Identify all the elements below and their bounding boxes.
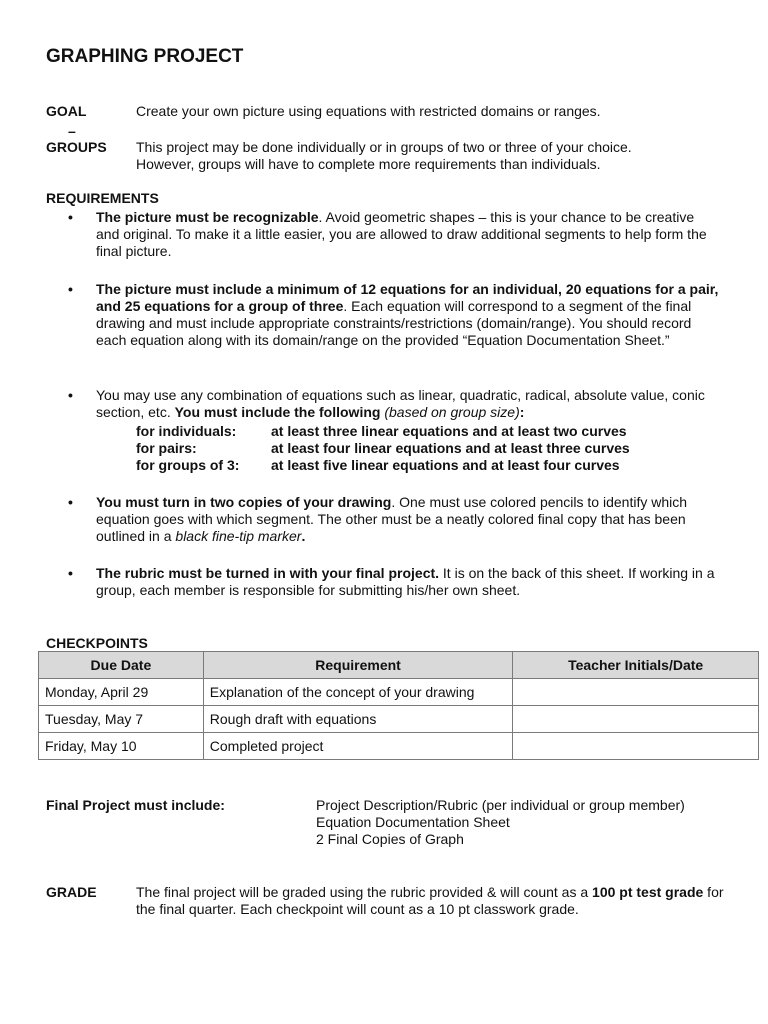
grade-bold: 100 pt test grade xyxy=(592,884,704,900)
column-header-teacher-initials: Teacher Initials/Date xyxy=(513,652,759,679)
final-item: Equation Documentation Sheet xyxy=(316,814,510,830)
group-size-individuals: for individuals: xyxy=(136,423,237,439)
requirement-cell: Rough draft with equations xyxy=(203,706,513,733)
req5-text: It is on the back of this sheet. If working in a group, each member is responsible for submitting his/her own sheet. xyxy=(96,565,715,598)
table-row xyxy=(39,706,759,733)
due-date-cell: Friday, May 10 xyxy=(39,733,204,760)
req4-end: . xyxy=(301,528,306,544)
requirement-cell: Explanation of the concept of your drawing xyxy=(203,679,513,706)
req3-bold: You must include the following xyxy=(174,404,381,420)
bullet-icon: • xyxy=(68,209,73,225)
teacher-initials-cell xyxy=(513,679,759,706)
req4-italic: black fine-tip marker xyxy=(175,528,302,544)
page-title: GRAPHING PROJECT xyxy=(46,46,244,67)
requirement-bullet-1 xyxy=(68,209,728,260)
req3-colon: : xyxy=(519,404,525,420)
req3-text: You may use any combination of equations such as linear, quadratic, radical, absolute value, conic section, etc. xyxy=(96,387,705,420)
grade-label: GRADE xyxy=(46,884,97,900)
group-size-groups-need: at least five linear equations and at least four curves xyxy=(271,457,620,473)
due-date-cell: Monday, April 29 xyxy=(39,679,204,706)
bullet-icon: • xyxy=(68,281,73,297)
bullet-icon: • xyxy=(68,565,73,581)
groups-line-1: This project may be done individually or in groups of two or three of your choice. xyxy=(136,139,632,155)
final-project-items xyxy=(316,797,685,848)
req4-bold: You must turn in two copies of your drawing xyxy=(96,494,392,510)
requirement-bullet-5 xyxy=(68,565,728,599)
requirements-heading: REQUIREMENTS xyxy=(46,190,159,206)
teacher-initials-cell xyxy=(513,706,759,733)
requirement-bullet-3 xyxy=(68,387,728,421)
table-header-row xyxy=(39,652,759,679)
final-item: 2 Final Copies of Graph xyxy=(316,831,464,847)
requirement-cell: Completed project xyxy=(203,733,513,760)
due-date-cell: Tuesday, May 7 xyxy=(39,706,204,733)
bullet-icon: • xyxy=(68,494,73,510)
grade-text xyxy=(136,884,736,918)
req3-italic: (based on group size) xyxy=(384,404,520,420)
goal-text: Create your own picture using equations with restricted domains or ranges. xyxy=(136,103,601,119)
grade-text-2: for the final quarter. Each checkpoint will count as a 10 pt classwork grade. xyxy=(136,884,724,917)
table-row xyxy=(39,733,759,760)
checkpoints-table xyxy=(38,651,759,760)
goal-label: GOAL xyxy=(46,103,87,119)
req4-text: . One must use colored pencils to identify which equation goes with which segment. The other must be a neatly colored final copy that has been outlined in a xyxy=(96,494,688,544)
column-header-due-date: Due Date xyxy=(39,652,204,679)
final-item: Project Description/Rubric (per individual or group member) xyxy=(316,797,685,813)
req2-bold: The picture must include a minimum of 12 equations for an individual, 20 equations for a pair, and 25 equations for a group of three xyxy=(96,281,719,314)
groups-text xyxy=(136,139,736,173)
goal-dash: – xyxy=(68,123,76,139)
requirement-bullet-4 xyxy=(68,494,728,545)
column-header-requirement: Requirement xyxy=(203,652,513,679)
grade-text-1: The final project will be graded using the rubric provided & will count as a xyxy=(136,884,593,900)
group-size-pairs: for pairs: xyxy=(136,440,197,456)
teacher-initials-cell xyxy=(513,733,759,760)
groups-line-2: However, groups will have to complete more requirements than individuals. xyxy=(136,156,601,172)
group-size-individuals-need: at least three linear equations and at least two curves xyxy=(271,423,627,439)
req1-bold: The picture must be recognizable xyxy=(96,209,319,225)
final-project-label: Final Project must include: xyxy=(46,797,225,813)
requirement-bullet-2 xyxy=(68,281,728,349)
bullet-icon: • xyxy=(68,387,73,403)
group-size-groups: for groups of 3: xyxy=(136,457,240,473)
group-size-pairs-need: at least four linear equations and at least three curves xyxy=(271,440,630,456)
req5-bold: The rubric must be turned in with your final project. xyxy=(96,565,440,581)
req1-text: . Avoid geometric shapes – this is your chance to be creative and original. To make it a little easier, you are allowed to draw additional segments to help form the final picture. xyxy=(96,209,707,259)
groups-label: GROUPS xyxy=(46,139,107,155)
table-row xyxy=(39,679,759,706)
req2-text: . Each equation will correspond to a segment of the final drawing and must include appropriate constraints/restrictions (domain/range). You should record each equation along with its domain/range on the provided “Equation Documentation Sheet.” xyxy=(96,298,692,348)
checkpoints-heading: CHECKPOINTS xyxy=(46,635,148,651)
